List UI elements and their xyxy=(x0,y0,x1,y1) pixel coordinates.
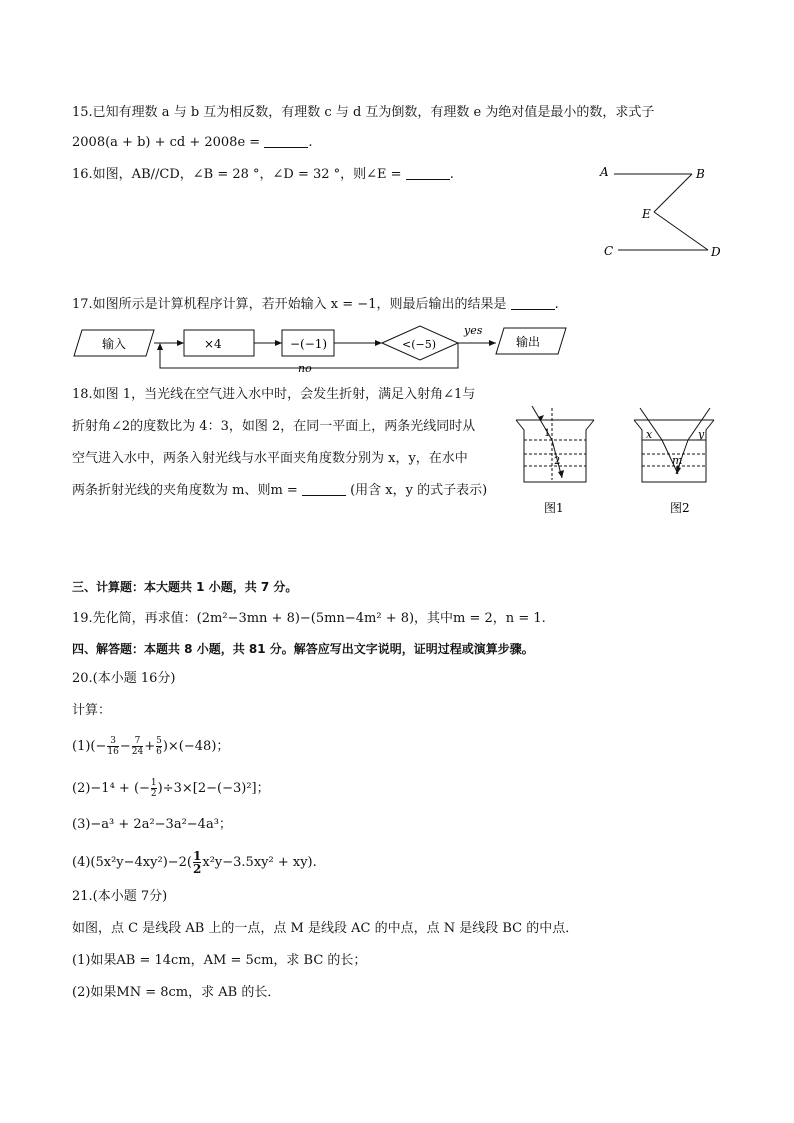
q20-p1-frac2 xyxy=(132,736,143,757)
frac-den: 16 xyxy=(107,747,119,757)
q20-p1-frac1 xyxy=(107,736,118,757)
frac-den: 6 xyxy=(156,747,162,757)
q15-line2: 2008(a + b) + cd + 2008e = . xyxy=(72,135,313,150)
q18-line2: 折射角∠2的度数比为 4：3，如图 2，在同一平面上，两条光线同时从 xyxy=(72,419,476,434)
flow-minus-label: −(−1) xyxy=(290,337,328,351)
q21-part1: (1)如果AB = 14cm，AM = 5cm，求 BC 的长； xyxy=(72,953,367,968)
q21-part2: (2)如果MN = 8cm，求 AB 的长． xyxy=(72,985,281,1000)
fig2-label-y: y xyxy=(698,428,705,441)
q17-line: 17.如图所示是计算机程序计算，若开始输入 x = −1，则最后输出的结果是 . xyxy=(72,297,559,312)
flow-arrowhead-2 xyxy=(275,340,282,346)
q20-p4-pre: (4)(5x²y−4xy²)−2( xyxy=(72,855,193,870)
q21-line1: 如图，点 C 是线段 AB 上的一点，点 M 是线段 AC 的中点，点 N 是线段 BC 的中点． xyxy=(72,921,579,936)
q20-p1-op2: + xyxy=(144,739,156,754)
flow-no-label: no xyxy=(298,362,312,374)
q16-label-d: D xyxy=(711,245,721,259)
flow-arrowhead-1 xyxy=(177,340,184,346)
q15-answer-blank xyxy=(264,135,308,148)
q17-flowchart xyxy=(72,322,572,374)
q19-text: 19.先化简，再求值：(2m²−3mn + 8)−(5mn−4m² + 8)，其中m = 2，n = 1. xyxy=(72,611,546,626)
q20-part1 xyxy=(72,736,229,757)
fig1-arrowhead-out xyxy=(558,470,564,478)
q16-label-e: E xyxy=(642,207,651,221)
q20-p2-post: )÷3×[2−(−3)²]； xyxy=(157,781,270,796)
q18-line4-start: 两条折射光线的夹角度数为 m、则m = xyxy=(72,483,298,498)
q20-part2 xyxy=(72,778,270,799)
flow-arrowhead-no xyxy=(157,343,163,350)
flow-arrowhead-yes xyxy=(489,340,496,346)
q20-part4 xyxy=(72,850,317,875)
q20-header: 20.(本小题 16分) xyxy=(72,671,176,686)
q15-line1: 15.已知有理数 a 与 b 互为相反数，有理数 c 与 d 互为倒数，有理数 e 为绝对值是最小的数，求式子 xyxy=(72,105,655,120)
fig2-label-x: x xyxy=(646,428,653,441)
q16-line-ed xyxy=(654,212,708,250)
q20-p1-post: )×(−48)； xyxy=(162,739,230,754)
q18-line3: 空气进入水中，两条入射光线与水平面夹角度数分别为 x，y，在水中 xyxy=(72,451,468,466)
frac-num: 7 xyxy=(134,736,141,746)
q16-label-a: A xyxy=(600,165,609,179)
fig1-caption: 图1 xyxy=(544,501,564,515)
q20-p1-frac3 xyxy=(156,736,162,757)
frac-num: 1 xyxy=(193,849,202,863)
fig2-caption: 图2 xyxy=(670,501,690,515)
q17-text: 17.如图所示是计算机程序计算，若开始输入 x = −1，则最后输出的结果是 xyxy=(72,297,507,312)
q20-p2-frac xyxy=(151,778,157,799)
q20-p4-post: x²y−3.5xy² + xy). xyxy=(202,855,317,870)
q21-header: 21.(本小题 7分) xyxy=(72,889,168,904)
q20-intro: 计算： xyxy=(72,703,112,718)
q20-p4-frac xyxy=(193,850,201,875)
q16-figure xyxy=(590,158,740,266)
q15-expression: 2008(a + b) + cd + 2008e = xyxy=(72,135,261,150)
frac-den: 24 xyxy=(131,747,144,757)
frac-num: 5 xyxy=(156,736,162,746)
flow-output-label: 输出 xyxy=(516,335,541,349)
q18-line4-end: (用含 x，y 的式子表示) xyxy=(350,483,488,498)
q20-part3: (3)−a³ + 2a²−3a²−4a³； xyxy=(72,817,232,832)
q16-answer-blank xyxy=(406,167,450,180)
flow-times4-label: ×4 xyxy=(204,337,222,351)
q20-p1-pre: (1)(− xyxy=(72,739,107,754)
fig2-label-m: m xyxy=(672,454,683,467)
q16-text: 16.如图，AB//CD，∠B = 28 °，∠D = 32 °，则∠E = xyxy=(72,167,402,182)
frac-den: 2 xyxy=(193,862,202,876)
q20-p1-op1: − xyxy=(119,739,131,754)
q16-line: 16.如图，AB//CD，∠B = 28 °，∠D = 32 °，则∠E = . xyxy=(72,167,454,182)
frac-num: 1 xyxy=(150,778,157,788)
q16-line-be xyxy=(654,174,692,212)
fig1-angle2: 2 xyxy=(554,456,561,467)
q18-figure1 xyxy=(510,402,600,522)
q18-line1: 18.如图 1，当光线在空气进入水中时，会发生折射，满足入射角∠1与 xyxy=(72,387,476,402)
q16-label-b: B xyxy=(696,167,705,181)
flow-compare-label: <(−5) xyxy=(402,338,437,351)
section3-title: 三、计算题：本大题共 1 小题，共 7 分。 xyxy=(72,580,298,594)
q18-figure2 xyxy=(630,402,720,522)
q17-answer-blank xyxy=(511,297,555,310)
flow-input-label: 输入 xyxy=(102,337,127,351)
q20-p2-pre: (2)−1⁴ + (− xyxy=(72,781,150,796)
frac-den: 2 xyxy=(150,789,157,799)
q18-line4 xyxy=(72,482,487,500)
frac-num: 3 xyxy=(110,736,116,746)
fig1-angle1: 1 xyxy=(544,428,551,439)
q16-label-c: C xyxy=(604,244,614,258)
flow-yes-label: yes xyxy=(464,324,483,337)
section4-title: 四、解答题：本题共 8 小题，共 81 分。解答应写出文字说明，证明过程或演算步骤。 xyxy=(72,642,534,656)
q18-answer-blank xyxy=(302,483,346,496)
